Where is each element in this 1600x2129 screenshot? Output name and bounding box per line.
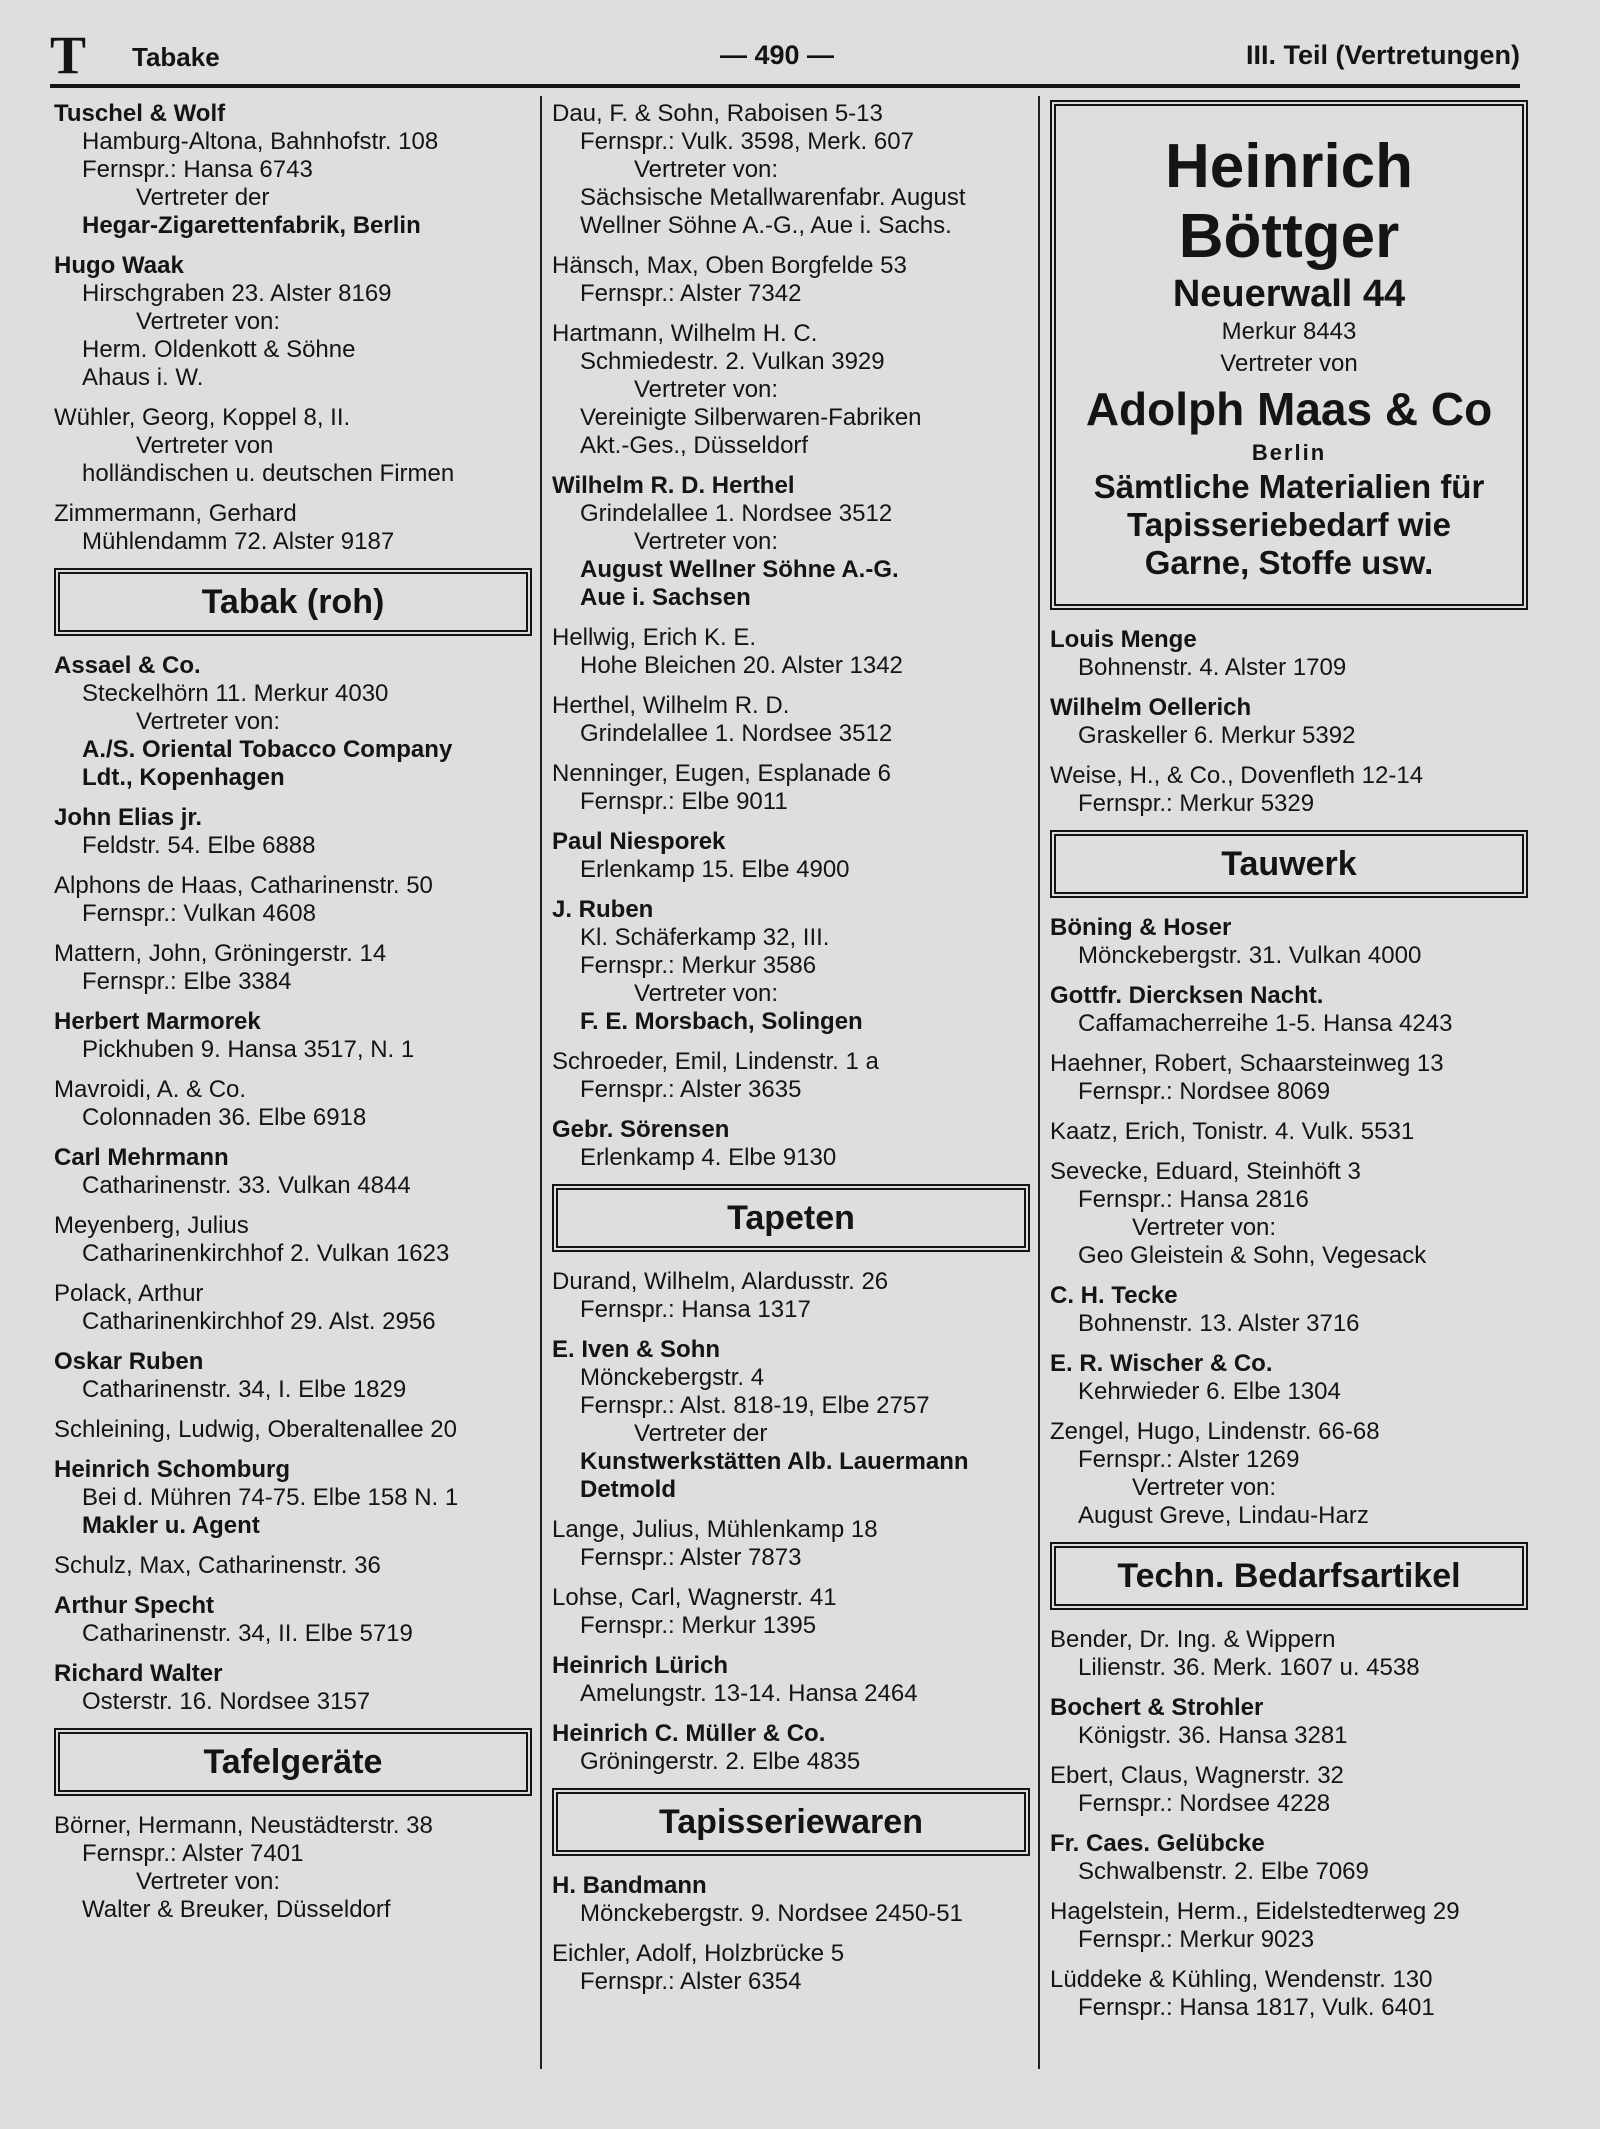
entry-detail: Fernspr.: Hansa 1317 bbox=[580, 1296, 811, 1323]
advertisement-box bbox=[1050, 100, 1528, 610]
entry-detail: holländischen u. deutschen Firmen bbox=[82, 460, 455, 487]
page-number: — 490 — bbox=[720, 40, 835, 70]
entry-name: John Elias jr. bbox=[54, 804, 203, 831]
section-heading-box bbox=[54, 568, 532, 636]
entry-detail: Vertreter von: bbox=[136, 1868, 281, 1895]
part-title: III. Teil (Vertretungen) bbox=[1245, 40, 1520, 70]
directory-entry bbox=[54, 100, 532, 240]
entry-detail: A./S. Oriental Tobacco Company bbox=[82, 736, 453, 763]
entry-detail: Vertreter von: bbox=[136, 708, 281, 735]
entry-detail: Grindelallee 1. Nordsee 3512 bbox=[580, 500, 893, 527]
entry-name: Wilhelm Oellerich bbox=[1050, 694, 1252, 721]
entry-detail: Fernspr.: Elbe 9011 bbox=[580, 788, 788, 815]
entry-name: J. Ruben bbox=[552, 896, 654, 923]
entry-name: Herbert Marmorek bbox=[54, 1008, 261, 1035]
entry-detail: Kehrwieder 6. Elbe 1304 bbox=[1078, 1378, 1341, 1405]
entry-detail: Pickhuben 9. Hansa 3517, N. 1 bbox=[82, 1036, 415, 1063]
directory-entry bbox=[54, 1144, 532, 1200]
section-heading: Tapisseriewaren bbox=[659, 1802, 923, 1841]
entry-name: Mattern, John, Gröningerstr. 14 bbox=[54, 940, 387, 967]
entry-name: Richard Walter bbox=[54, 1660, 223, 1687]
directory-entry bbox=[552, 624, 1030, 680]
entry-detail: Erlenkamp 15. Elbe 4900 bbox=[580, 856, 850, 883]
entry-name: Hellwig, Erich K. E. bbox=[552, 624, 757, 651]
section-heading: Tauwerk bbox=[1221, 844, 1357, 883]
directory-entry bbox=[552, 1268, 1030, 1324]
entry-name: Durand, Wilhelm, Alardusstr. 26 bbox=[552, 1268, 889, 1295]
entry-detail: August Wellner Söhne A.-G. bbox=[580, 556, 899, 583]
entry-name: Polack, Arthur bbox=[54, 1280, 204, 1307]
entry-name: Bender, Dr. Ing. & Wippern bbox=[1050, 1626, 1336, 1653]
section-heading-box bbox=[552, 1788, 1030, 1856]
entry-detail: Catharinenstr. 34, I. Elbe 1829 bbox=[82, 1376, 407, 1403]
entry-detail: Bei d. Mühren 74-75. Elbe 158 N. 1 bbox=[82, 1484, 459, 1511]
entry-detail: Fernspr.: Elbe 3384 bbox=[82, 968, 292, 995]
entry-detail: Fernspr.: Alster 7342 bbox=[580, 280, 802, 307]
directory-entry bbox=[552, 1872, 1030, 1928]
entry-name: C. H. Tecke bbox=[1050, 1282, 1178, 1309]
directory-entry bbox=[552, 252, 1030, 308]
entry-detail: Makler u. Agent bbox=[82, 1512, 260, 1539]
entry-name: Lüddeke & Kühling, Wendenstr. 130 bbox=[1050, 1966, 1433, 1993]
entry-detail: Lilienstr. 36. Merk. 1607 u. 4538 bbox=[1078, 1654, 1420, 1681]
entry-detail: Vertreter von: bbox=[634, 376, 779, 403]
entry-detail: Fernspr.: Hansa 1817, Vulk. 6401 bbox=[1078, 1994, 1435, 2021]
entry-detail: Fernspr.: Alster 1269 bbox=[1078, 1446, 1300, 1473]
directory-entry bbox=[552, 760, 1030, 816]
directory-entry bbox=[1050, 694, 1528, 750]
entry-name: Zimmermann, Gerhard bbox=[54, 500, 297, 527]
entry-detail: Feldstr. 54. Elbe 6888 bbox=[82, 832, 316, 859]
entry-detail: Erlenkamp 4. Elbe 9130 bbox=[580, 1144, 837, 1171]
entry-name: Weise, H., & Co., Dovenfleth 12-14 bbox=[1050, 762, 1424, 789]
entry-name: Sevecke, Eduard, Steinhöft 3 bbox=[1050, 1158, 1361, 1185]
entry-detail: Catharinenkirchhof 2. Vulkan 1623 bbox=[82, 1240, 450, 1267]
directory-entry bbox=[552, 692, 1030, 748]
directory-entry bbox=[552, 1652, 1030, 1708]
entry-name: Oskar Ruben bbox=[54, 1348, 204, 1375]
entry-detail: Fernspr.: Merkur 1395 bbox=[580, 1612, 817, 1639]
entry-name: Heinrich Schomburg bbox=[54, 1456, 291, 1483]
entry-detail: Fernspr.: Alster 6354 bbox=[580, 1968, 802, 1995]
entry-name: Lange, Julius, Mühlenkamp 18 bbox=[552, 1516, 878, 1543]
ad-description: Tapisseriebedarf wie bbox=[1126, 506, 1452, 543]
directory-entry bbox=[54, 940, 532, 996]
directory-entry bbox=[1050, 1282, 1528, 1338]
directory-entry bbox=[1050, 914, 1528, 970]
directory-entry bbox=[54, 872, 532, 928]
section-heading: Tabak (roh) bbox=[201, 582, 385, 621]
entry-name: Herthel, Wilhelm R. D. bbox=[552, 692, 790, 719]
entry-detail: Ldt., Kopenhagen bbox=[82, 764, 285, 791]
entry-name: Louis Menge bbox=[1050, 626, 1197, 653]
entry-detail: Fernspr.: Hansa 6743 bbox=[82, 156, 313, 183]
directory-entry bbox=[54, 1008, 532, 1064]
entry-detail: August Greve, Lindau-Harz bbox=[1078, 1502, 1369, 1529]
directory-entry bbox=[54, 652, 532, 792]
entry-name: Hänsch, Max, Oben Borgfelde 53 bbox=[552, 252, 907, 279]
directory-entry bbox=[1050, 982, 1528, 1038]
entry-detail: Kl. Schäferkamp 32, III. bbox=[580, 924, 830, 951]
entry-name: Börner, Hermann, Neustädterstr. 38 bbox=[54, 1812, 433, 1839]
column-divider bbox=[540, 96, 542, 2069]
entry-detail: Mühlendamm 72. Alster 9187 bbox=[82, 528, 395, 555]
entry-name: E. R. Wischer & Co. bbox=[1050, 1350, 1273, 1377]
entry-name: Meyenberg, Julius bbox=[54, 1212, 249, 1239]
entry-detail: Fernspr.: Vulk. 3598, Merk. 607 bbox=[580, 128, 914, 155]
entry-name: Schulz, Max, Catharinenstr. 36 bbox=[54, 1552, 381, 1579]
directory-entry bbox=[552, 896, 1030, 1036]
entry-detail: Vertreter von: bbox=[136, 308, 281, 335]
entry-detail: Fernspr.: Nordsee 8069 bbox=[1078, 1078, 1331, 1105]
directory-entry bbox=[54, 1812, 532, 1924]
entry-name: Tuschel & Wolf bbox=[54, 100, 226, 127]
ad-city: Berlin bbox=[1251, 440, 1327, 465]
entry-name: Dau, F. & Sohn, Raboisen 5-13 bbox=[552, 100, 883, 127]
section-title: Tabake bbox=[132, 42, 220, 72]
entry-name: Fr. Caes. Gelübcke bbox=[1050, 1830, 1265, 1857]
entry-detail: Königstr. 36. Hansa 3281 bbox=[1078, 1722, 1348, 1749]
entry-detail: Fernspr.: Alst. 818-19, Elbe 2757 bbox=[580, 1392, 930, 1419]
entry-name: H. Bandmann bbox=[552, 1872, 707, 1899]
directory-entry bbox=[54, 1552, 532, 1580]
entry-name: Bochert & Strohler bbox=[1050, 1694, 1264, 1721]
column-left bbox=[54, 100, 532, 1936]
directory-entry bbox=[1050, 1966, 1528, 2022]
entry-name: Nenninger, Eugen, Esplanade 6 bbox=[552, 760, 891, 787]
entry-detail: Steckelhörn 11. Merkur 4030 bbox=[82, 680, 389, 707]
entry-name: Lohse, Carl, Wagnerstr. 41 bbox=[552, 1584, 837, 1611]
directory-entry bbox=[1050, 1050, 1528, 1106]
entry-name: Böning & Hoser bbox=[1050, 914, 1232, 941]
directory-entry bbox=[54, 500, 532, 556]
entry-detail: Vertreter von: bbox=[634, 528, 779, 555]
directory-entry bbox=[552, 828, 1030, 884]
directory-entry bbox=[552, 1048, 1030, 1104]
column-middle bbox=[552, 100, 1030, 2008]
entry-detail: Hamburg-Altona, Bahnhofstr. 108 bbox=[82, 128, 439, 155]
directory-entry bbox=[552, 1584, 1030, 1640]
directory-entry bbox=[1050, 762, 1528, 818]
directory-entry bbox=[1050, 1762, 1528, 1818]
column-right bbox=[1050, 100, 1528, 2034]
entry-detail: Hohe Bleichen 20. Alster 1342 bbox=[580, 652, 903, 679]
directory-entry bbox=[552, 1720, 1030, 1776]
entry-detail: Detmold bbox=[580, 1476, 676, 1503]
entry-detail: Fernspr.: Alster 7873 bbox=[580, 1544, 802, 1571]
entry-name: Hugo Waak bbox=[54, 252, 184, 279]
entry-detail: Fernspr.: Alster 7401 bbox=[82, 1840, 304, 1867]
entry-detail: Colonnaden 36. Elbe 6918 bbox=[82, 1104, 367, 1131]
entry-name: Zengel, Hugo, Lindenstr. 66-68 bbox=[1050, 1418, 1380, 1445]
entry-name: Gebr. Sörensen bbox=[552, 1116, 730, 1143]
ad-description: Sämtliche Materialien für bbox=[1093, 468, 1485, 505]
entry-detail: Vertreter von bbox=[136, 432, 274, 459]
entry-name: Schleining, Ludwig, Oberaltenallee 20 bbox=[54, 1416, 457, 1443]
entry-detail: Vereinigte Silberwaren-Fabriken bbox=[580, 404, 922, 431]
entry-detail: Vertreter von: bbox=[634, 156, 779, 183]
entry-detail: Catharinenstr. 34, II. Elbe 5719 bbox=[82, 1620, 413, 1647]
directory-entry bbox=[54, 1592, 532, 1648]
entry-name: Mavroidi, A. & Co. bbox=[54, 1076, 247, 1103]
entry-name: Carl Mehrmann bbox=[54, 1144, 229, 1171]
entry-detail: Akt.-Ges., Düsseldorf bbox=[580, 432, 809, 459]
entry-detail: Fernspr.: Alster 3635 bbox=[580, 1076, 802, 1103]
entry-name: Paul Niesporek bbox=[552, 828, 726, 855]
entry-name: Assael & Co. bbox=[54, 652, 201, 679]
entry-detail: Vertreter von: bbox=[1132, 1214, 1277, 1241]
section-heading: Tafelgeräte bbox=[203, 1742, 383, 1781]
entry-detail: Aue i. Sachsen bbox=[580, 584, 751, 611]
directory-entry bbox=[54, 1212, 532, 1268]
entry-detail: Hirschgraben 23. Alster 8169 bbox=[82, 280, 392, 307]
directory-entry bbox=[54, 1280, 532, 1336]
directory-entry bbox=[54, 252, 532, 392]
entry-detail: Vertreter von: bbox=[634, 980, 779, 1007]
entry-detail: Osterstr. 16. Nordsee 3157 bbox=[82, 1688, 371, 1715]
ad-phone: Merkur 8443 bbox=[1221, 318, 1357, 345]
entry-detail: Herm. Oldenkott & Söhne bbox=[82, 336, 356, 363]
directory-entry bbox=[1050, 1118, 1528, 1146]
ad-description: Garne, Stoffe usw. bbox=[1144, 544, 1434, 581]
directory-entry bbox=[1050, 1898, 1528, 1954]
entry-detail: Wellner Söhne A.-G., Aue i. Sachs. bbox=[580, 212, 952, 239]
entry-name: Gottfr. Diercksen Nacht. bbox=[1050, 982, 1324, 1009]
directory-entry bbox=[552, 1336, 1030, 1504]
directory-entry bbox=[54, 404, 532, 488]
section-heading: Techn. Bedarfsartikel bbox=[1117, 1556, 1461, 1595]
section-heading-box bbox=[1050, 1542, 1528, 1610]
ad-rep-label: Vertreter von bbox=[1220, 350, 1358, 377]
entry-detail: Mönckebergstr. 31. Vulkan 4000 bbox=[1078, 942, 1422, 969]
entry-detail: Mönckebergstr. 4 bbox=[580, 1364, 765, 1391]
directory-entry bbox=[1050, 1830, 1528, 1886]
directory-entry bbox=[54, 1348, 532, 1404]
ad-company-name: Heinrich Böttger bbox=[1164, 132, 1414, 271]
directory-entry bbox=[54, 1456, 532, 1540]
entry-detail: Vertreter der bbox=[634, 1420, 768, 1447]
ad-represented-firm: Adolph Maas & Co bbox=[1085, 383, 1493, 435]
entry-name: Wilhelm R. D. Herthel bbox=[552, 472, 795, 499]
entry-name: Heinrich Lürich bbox=[552, 1652, 729, 1679]
entry-detail: Fernspr.: Merkur 3586 bbox=[580, 952, 817, 979]
directory-entry bbox=[552, 100, 1030, 240]
section-letter-logo: T bbox=[50, 25, 87, 85]
entry-detail: Vertreter der bbox=[136, 184, 270, 211]
entry-detail: Vertreter von: bbox=[1132, 1474, 1277, 1501]
directory-entry bbox=[54, 1660, 532, 1716]
directory-entry bbox=[54, 1416, 532, 1444]
directory-entry bbox=[552, 1516, 1030, 1572]
page-header bbox=[50, 25, 1520, 85]
entry-detail: Geo Gleistein & Sohn, Vegesack bbox=[1078, 1242, 1427, 1269]
column-divider bbox=[1038, 96, 1040, 2069]
section-heading: Tapeten bbox=[727, 1198, 855, 1237]
entry-detail: Walter & Breuker, Düsseldorf bbox=[82, 1896, 391, 1923]
entry-detail: Caffamacherreihe 1-5. Hansa 4243 bbox=[1078, 1010, 1453, 1037]
entry-name: Wühler, Georg, Koppel 8, II. bbox=[54, 404, 351, 431]
directory-entry bbox=[1050, 1626, 1528, 1682]
directory-entry bbox=[54, 1076, 532, 1132]
directory-entry bbox=[1050, 626, 1528, 682]
section-heading-box bbox=[54, 1728, 532, 1796]
entry-name: Hagelstein, Herm., Eidelstedterweg 29 bbox=[1050, 1898, 1460, 1925]
entry-detail: Catharinenkirchhof 29. Alst. 2956 bbox=[82, 1308, 436, 1335]
entry-name: Heinrich C. Müller & Co. bbox=[552, 1720, 826, 1747]
entry-detail: Schwalbenstr. 2. Elbe 7069 bbox=[1078, 1858, 1369, 1885]
entry-detail: Bohnenstr. 13. Alster 3716 bbox=[1078, 1310, 1360, 1337]
section-heading-box bbox=[1050, 830, 1528, 898]
entry-detail: Kunstwerkstätten Alb. Lauermann bbox=[580, 1448, 969, 1475]
entry-detail: Fernspr.: Merkur 9023 bbox=[1078, 1926, 1315, 1953]
entry-name: Kaatz, Erich, Tonistr. 4. Vulk. 5531 bbox=[1050, 1118, 1415, 1145]
entry-detail: Grindelallee 1. Nordsee 3512 bbox=[580, 720, 893, 747]
entry-name: Ebert, Claus, Wagnerstr. 32 bbox=[1050, 1762, 1344, 1789]
entry-detail: Schmiedestr. 2. Vulkan 3929 bbox=[580, 348, 885, 375]
directory-entry bbox=[552, 320, 1030, 460]
directory-entry bbox=[54, 804, 532, 860]
section-heading-box bbox=[552, 1184, 1030, 1252]
entry-detail: Fernspr.: Hansa 2816 bbox=[1078, 1186, 1309, 1213]
header-rule bbox=[50, 84, 1520, 88]
entry-detail: Hegar-Zigarettenfabrik, Berlin bbox=[82, 212, 421, 239]
directory-entry bbox=[1050, 1694, 1528, 1750]
entry-name: Haehner, Robert, Schaarsteinweg 13 bbox=[1050, 1050, 1444, 1077]
directory-entry bbox=[552, 1116, 1030, 1172]
entry-detail: Ahaus i. W. bbox=[82, 364, 204, 391]
directory-entry bbox=[552, 472, 1030, 612]
entry-detail: Catharinenstr. 33. Vulkan 4844 bbox=[82, 1172, 411, 1199]
entry-name: Schroeder, Emil, Lindenstr. 1 a bbox=[552, 1048, 879, 1075]
entry-detail: Graskeller 6. Merkur 5392 bbox=[1078, 722, 1356, 749]
entry-detail: Bohnenstr. 4. Alster 1709 bbox=[1078, 654, 1347, 681]
entry-name: Hartmann, Wilhelm H. C. bbox=[552, 320, 818, 347]
entry-detail: Gröningerstr. 2. Elbe 4835 bbox=[580, 1748, 861, 1775]
entry-name: Alphons de Haas, Catharinenstr. 50 bbox=[54, 872, 433, 899]
entry-detail: Fernspr.: Nordsee 4228 bbox=[1078, 1790, 1331, 1817]
directory-entry bbox=[1050, 1158, 1528, 1270]
entry-detail: Sächsische Metallwarenfabr. August bbox=[580, 184, 966, 211]
entry-name: Eichler, Adolf, Holzbrücke 5 bbox=[552, 1940, 845, 1967]
entry-detail: Mönckebergstr. 9. Nordsee 2450-51 bbox=[580, 1900, 963, 1927]
ad-address: Neuerwall 44 bbox=[1172, 273, 1406, 315]
directory-entry bbox=[552, 1940, 1030, 1996]
directory-entry bbox=[1050, 1350, 1528, 1406]
entry-detail: Fernspr.: Merkur 5329 bbox=[1078, 790, 1315, 817]
entry-detail: Fernspr.: Vulkan 4608 bbox=[82, 900, 316, 927]
directory-entry bbox=[1050, 1418, 1528, 1530]
entry-detail: F. E. Morsbach, Solingen bbox=[580, 1008, 863, 1035]
entry-name: Arthur Specht bbox=[54, 1592, 215, 1619]
entry-name: E. Iven & Sohn bbox=[552, 1336, 721, 1363]
entry-detail: Amelungstr. 13-14. Hansa 2464 bbox=[580, 1680, 918, 1707]
